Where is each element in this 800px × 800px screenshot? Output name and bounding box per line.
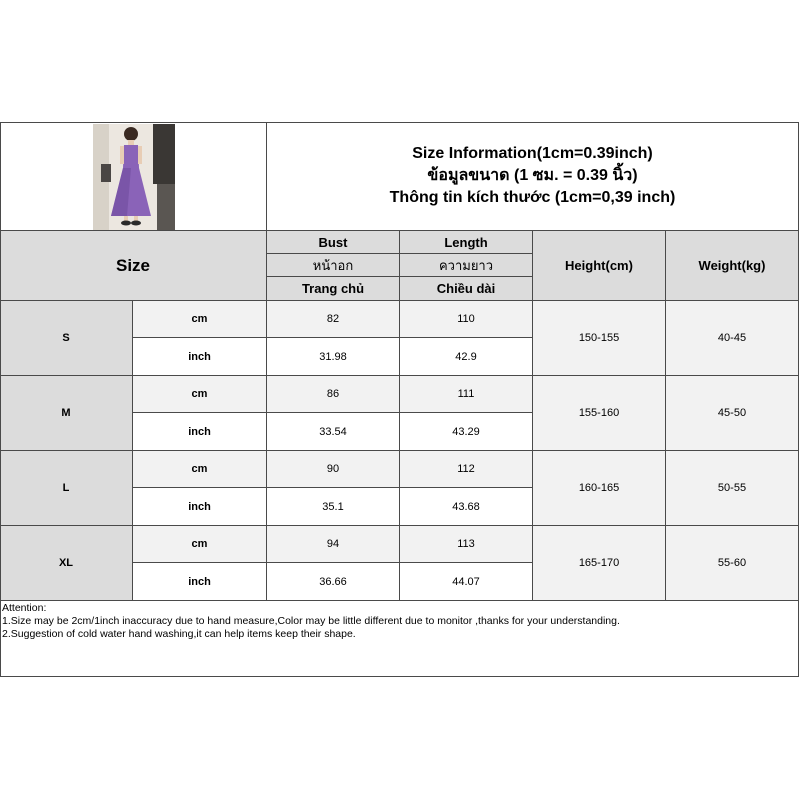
size-header: Size xyxy=(0,231,267,301)
bust-header-th: หน้าอก xyxy=(267,254,400,277)
height-m: 155-160 xyxy=(533,376,666,451)
unit-label-inch: inch xyxy=(133,563,267,601)
bust-inch-l: 35.1 xyxy=(267,488,400,526)
length-inch-m: 43.29 xyxy=(400,413,533,451)
unit-label-cm: cm xyxy=(133,451,267,488)
weight-header: Weight(kg) xyxy=(666,231,799,301)
attention-notes xyxy=(2,602,620,641)
unit-label-inch: inch xyxy=(133,338,267,376)
size-label-l: L xyxy=(0,451,133,526)
bust-cm-s: 82 xyxy=(267,301,400,338)
weight-m: 45-50 xyxy=(666,376,799,451)
length-header-th: ความยาว xyxy=(400,254,533,277)
bust-header-vi: Trang chủ xyxy=(267,277,400,301)
title-english: Size Information(1cm=0.39inch) xyxy=(412,145,653,162)
bust-header-en: Bust xyxy=(267,231,400,254)
height-l: 160-165 xyxy=(533,451,666,526)
length-cm-xl: 113 xyxy=(400,526,533,563)
weight-l: 50-55 xyxy=(666,451,799,526)
height-xl: 165-170 xyxy=(533,526,666,601)
length-cm-l: 112 xyxy=(400,451,533,488)
bust-inch-xl: 36.66 xyxy=(267,563,400,601)
title-thai: ข้อมูลขนาด (1 ซม. = 0.39 นิ้ว) xyxy=(427,167,638,184)
unit-label-cm: cm xyxy=(133,301,267,338)
length-inch-xl: 44.07 xyxy=(400,563,533,601)
size-label-xl: XL xyxy=(0,526,133,601)
dress-model-image xyxy=(93,124,175,230)
bust-cm-l: 90 xyxy=(267,451,400,488)
size-label-s: S xyxy=(0,301,133,376)
size-chart xyxy=(0,122,799,677)
size-label-m: M xyxy=(0,376,133,451)
weight-xl: 55-60 xyxy=(666,526,799,601)
height-header: Height(cm) xyxy=(533,231,666,301)
length-header-vi: Chiều dài xyxy=(400,277,533,301)
attention-heading: Attention: xyxy=(2,602,47,614)
unit-label-inch: inch xyxy=(133,413,267,451)
note-line-1: 1.Size may be 2cm/1inch inaccuracy due to hand measure,Color may be little different due to monitor ,thanks for your understanding. xyxy=(2,615,620,627)
product-photo-cell xyxy=(0,122,267,231)
length-header-en: Length xyxy=(400,231,533,254)
bust-inch-s: 31.98 xyxy=(267,338,400,376)
product-photo xyxy=(93,124,175,230)
bust-inch-m: 33.54 xyxy=(267,413,400,451)
height-s: 150-155 xyxy=(533,301,666,376)
weight-s: 40-45 xyxy=(666,301,799,376)
bust-cm-xl: 94 xyxy=(267,526,400,563)
unit-label-inch: inch xyxy=(133,488,267,526)
length-cm-m: 111 xyxy=(400,376,533,413)
length-inch-s: 42.9 xyxy=(400,338,533,376)
bust-cm-m: 86 xyxy=(267,376,400,413)
length-cm-s: 110 xyxy=(400,301,533,338)
length-inch-l: 43.68 xyxy=(400,488,533,526)
note-line-2: 2.Suggestion of cold water hand washing,it can help items keep their shape. xyxy=(2,628,356,640)
title-vietnamese: Thông tin kích thước (1cm=0,39 inch) xyxy=(389,189,676,206)
title-cell xyxy=(267,122,799,231)
unit-label-cm: cm xyxy=(133,376,267,413)
unit-label-cm: cm xyxy=(133,526,267,563)
